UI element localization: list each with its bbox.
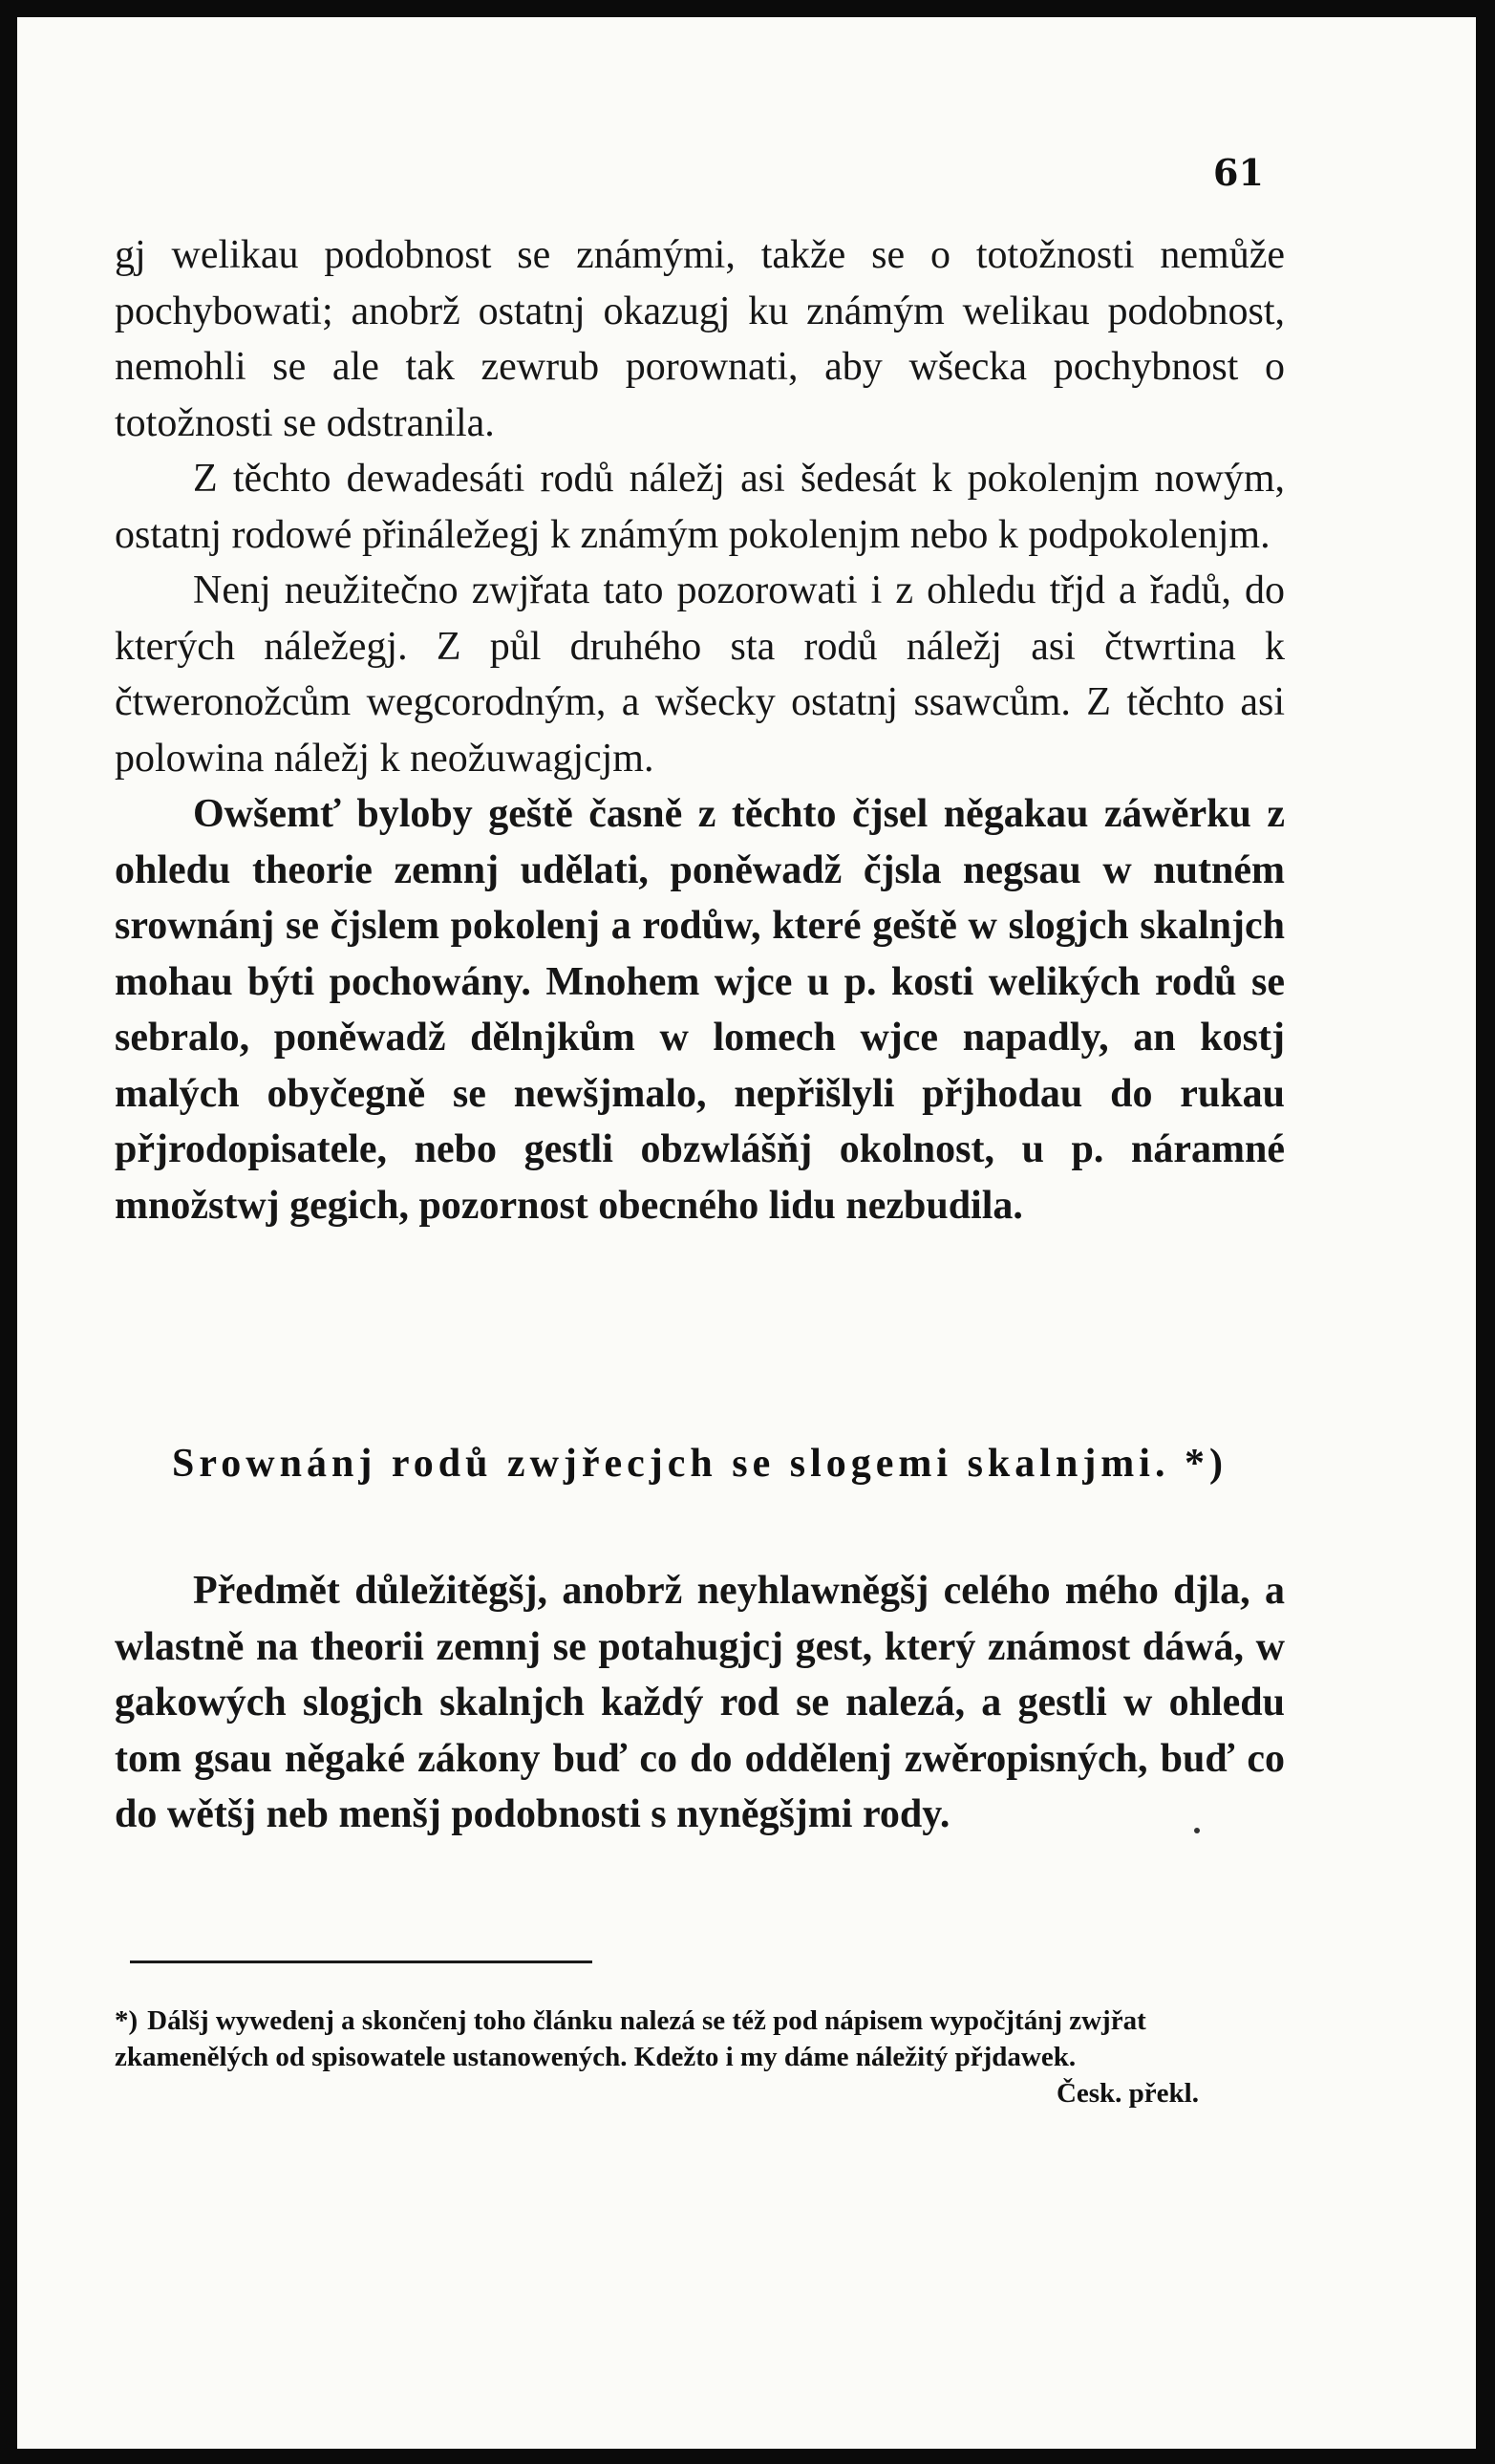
body-text bbox=[115, 227, 1285, 1233]
footnote-marker: *) bbox=[115, 2005, 139, 2036]
page-number: 61 bbox=[1213, 151, 1264, 194]
paragraph: Owšemť byloby geště časně z těchto čjsel něgakau záwěrku z ohledu theorie zemnj udělati, poněwadž čjsla negsau w nutném srownánj se čjslem pokolenj a rodůw, které geště w slogjch skalnjch mohau býti pochowány. Mnohem wjce u p. kosti welikých rodů se sebralo, poněwadž dělnjkům w lomech wjce napadly, an kostj malých obyčegně se newšjmalo, nepřišlyli přjhodau do rukau přjrodopisatele, nebo gestli obzwlášňj okolnost, u p. náramné množstwj gegich, pozornost obecného lidu nezbudila. bbox=[115, 792, 1285, 1228]
book-page bbox=[17, 17, 1476, 2449]
section-body bbox=[115, 1563, 1285, 1843]
footnote bbox=[115, 2003, 1285, 2111]
footnote-text: Dálšj wywedenj a skončenj toho článku nalezá se též pod nápisem wypočjtánj zwjřat zkamenělých od spisowatele ustanowených. Kdežto i my dáme náležitý přjdawek. bbox=[115, 2005, 1146, 2072]
paragraph: gj welikau podobnost se známými, takže se o totožnosti nemůže pochybowati; anobrž ostatnj okazugj ku známým welikau podobnost, nemohli se ale tak zewrub porownati, aby wšecka pochybnost o totožnosti se odstranila. bbox=[115, 233, 1285, 445]
translator-signature: Česk. překl. bbox=[1056, 2078, 1199, 2109]
paragraph: Z těchto dewadesáti rodů náležj asi šedesát k pokolenjm nowým, ostatnj rodowé přináležegj k známým pokolenjm nebo k podpokolenjm. bbox=[115, 457, 1285, 557]
print-speck bbox=[1194, 1828, 1200, 1833]
section-heading: Srownánj rodů zwjřecjch se slogemi skalnjmi. *) bbox=[172, 1442, 1228, 1486]
paragraph: Nenj neužitečno zwjřata tato pozorowati i z ohledu třjd a řadů, do kterých náležegj. Z půl druhého sta rodů náležj asi čtwrtina k čtweronožcům wegcorodným, a wšecky ostatnj ssawcům. Z těchto asi polowina náležj k neožuwagjcjm. bbox=[115, 568, 1285, 781]
paragraph: Předmět důležitěgšj, anobrž neyhlawněgšj celého mého djla, a wlastně na theorii zemnj se potahugjcj gest, který známost dáwá, w gakowých slogjch skalnjch každý rod se nalezá, a gestli w ohledu tom gsau něgaké zákony buď co do oddělenj zwěropisných, buď co do wětšj neb menšj podobnosti s nyněgšjmi rody. bbox=[115, 1569, 1285, 1836]
footnote-divider bbox=[130, 1960, 592, 1963]
